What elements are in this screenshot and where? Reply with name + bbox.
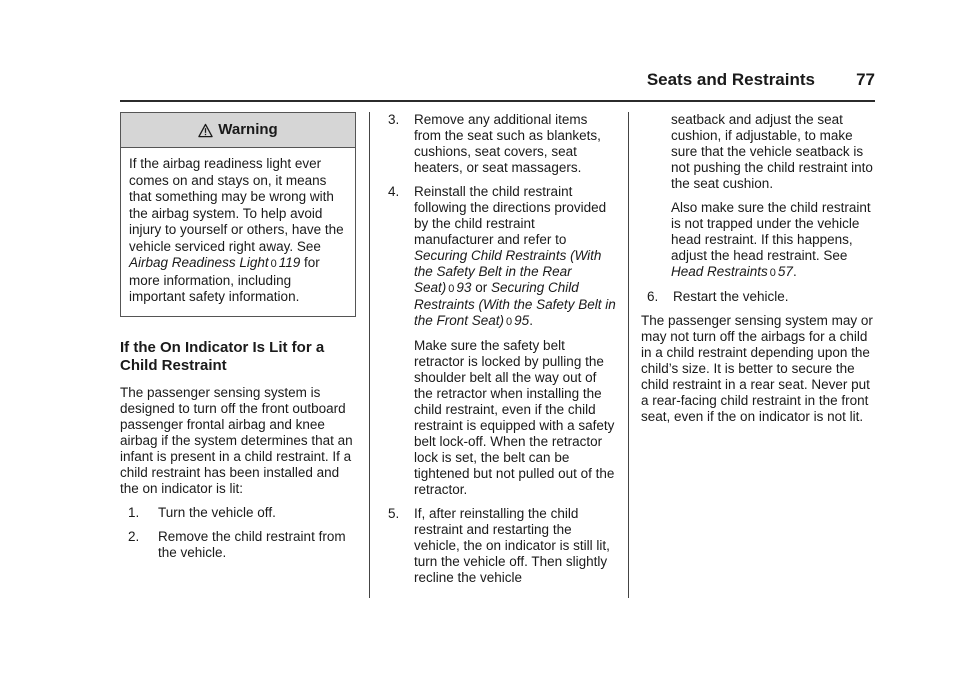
warning-icon [198, 123, 213, 138]
warning-header [121, 113, 355, 148]
step-4-para-1 [414, 184, 618, 330]
step-number: 2. [128, 528, 140, 544]
column-1 [120, 112, 356, 569]
step-6 [641, 289, 877, 305]
step-5-continued [641, 112, 877, 281]
step-text: Turn the vehicle off. [158, 504, 276, 520]
column-3 [641, 112, 877, 433]
step-text: If, after reinstalling the child restraint and restarting the vehicle, the on indicator is still lit, turn the vehicle off. Then slightly recline the vehicle [414, 506, 610, 585]
warning-box [120, 112, 356, 317]
section-intro: The passenger sensing system is designed to turn off the front outboard passenger frontal airbag and knee airbag if the system determines that an infant is present in a child restraint. If a child restraint has been installed and the on indicator is lit: [120, 384, 353, 496]
warning-text-2: for more information, including important safety information. [129, 255, 320, 304]
warning-ref-title[interactable]: Airbag Readiness Light [129, 255, 269, 270]
column-divider [628, 112, 629, 598]
page-header [120, 0, 875, 102]
step-number: 3. [388, 112, 400, 127]
step-4-para-2: Make sure the safety belt retractor is locked by pulling the shoulder belt all the way out of the retractor when installing the child restraint, even if the child restraint is equipped with a safety belt lock-off. When the retractor lock is set, the belt can be tightened but not pulled out of the retractor. [414, 338, 615, 497]
warning-text-1: If the airbag readiness light ever comes on and stays on, it means that something may be wrong with the airbag system. To help avoid injury to yourself or others, have the vehicle serviced right away. See [129, 156, 344, 254]
step-3 [388, 112, 618, 176]
warning-title: Warning [218, 121, 278, 138]
warning-text [129, 156, 347, 306]
step-4 [388, 184, 618, 498]
page-ref-icon: 0 [448, 283, 455, 295]
step-text: Remove any additional items from the seat such as blankets, cushions, seat covers, seat heaters, or seat massagers. [414, 112, 601, 175]
step-4-ref-2-page[interactable]: 95 [514, 313, 530, 328]
section-heading: If the On Indicator Is Lit for a Child Restraint [120, 338, 325, 374]
column-divider [369, 112, 370, 598]
step-5-para-2-text: Also make sure the child restraint is not trapped under the vehicle head restraint. If this happens, adjust the head restraint. See [671, 200, 871, 263]
step-4-ref-1-title[interactable]: Securing Child Restraints (With the Safety Belt in the Rear Seat) [414, 248, 602, 295]
step-4-ref-1-page[interactable]: 93 [456, 280, 472, 295]
step-number: 5. [388, 506, 400, 521]
step-text: Remove the child restraint from the vehicle. [158, 528, 346, 560]
step-4-or: or [471, 280, 491, 295]
warning-body [121, 148, 355, 316]
step-4-end: . [529, 313, 533, 328]
page-ref-icon: 0 [270, 258, 277, 270]
step-5-cont-para-1: seatback and adjust the seat cushion, if adjustable, to make sure that the vehicle seatback is not pushing the child restraint into the seat cushion. [671, 112, 873, 191]
section-title: Seats and Restraints [646, 70, 815, 89]
column-2 [388, 112, 618, 594]
page-ref-icon: 0 [506, 316, 513, 328]
warning-ref-page[interactable]: 119 [278, 255, 301, 270]
step-5-end: . [792, 264, 797, 279]
step-5 [388, 506, 618, 586]
step-number: 6. [647, 289, 659, 304]
step-5-cont-para-2 [671, 200, 877, 281]
step-5-ref-page[interactable]: 57 [777, 264, 793, 279]
step-2 [120, 529, 356, 561]
step-5-ref-title[interactable]: Head Restraints [671, 264, 768, 279]
step-1 [120, 505, 356, 521]
step-number: 1. [128, 504, 140, 520]
page-number: 77 [856, 70, 875, 89]
step-text: Restart the vehicle. [673, 289, 789, 304]
step-4-ref-2-title[interactable]: Securing Child Restraints (With the Safety Belt in the Front Seat) [414, 280, 616, 328]
step-4-text: Reinstall the child restraint following the directions provided by the child restraint manufacturer and refer to [414, 184, 607, 247]
step-text [414, 184, 618, 498]
page-ref-icon: 0 [769, 267, 776, 279]
step-number: 4. [388, 184, 400, 199]
closing-paragraph: The passenger sensing system may or may not turn off the airbags for a child in a child restraint depending upon the child’s size. It is better to secure the child restraint in a rear seat. Never put a rear-facing child restraint in the front seat, even if the on indicator is not lit. [641, 313, 873, 424]
